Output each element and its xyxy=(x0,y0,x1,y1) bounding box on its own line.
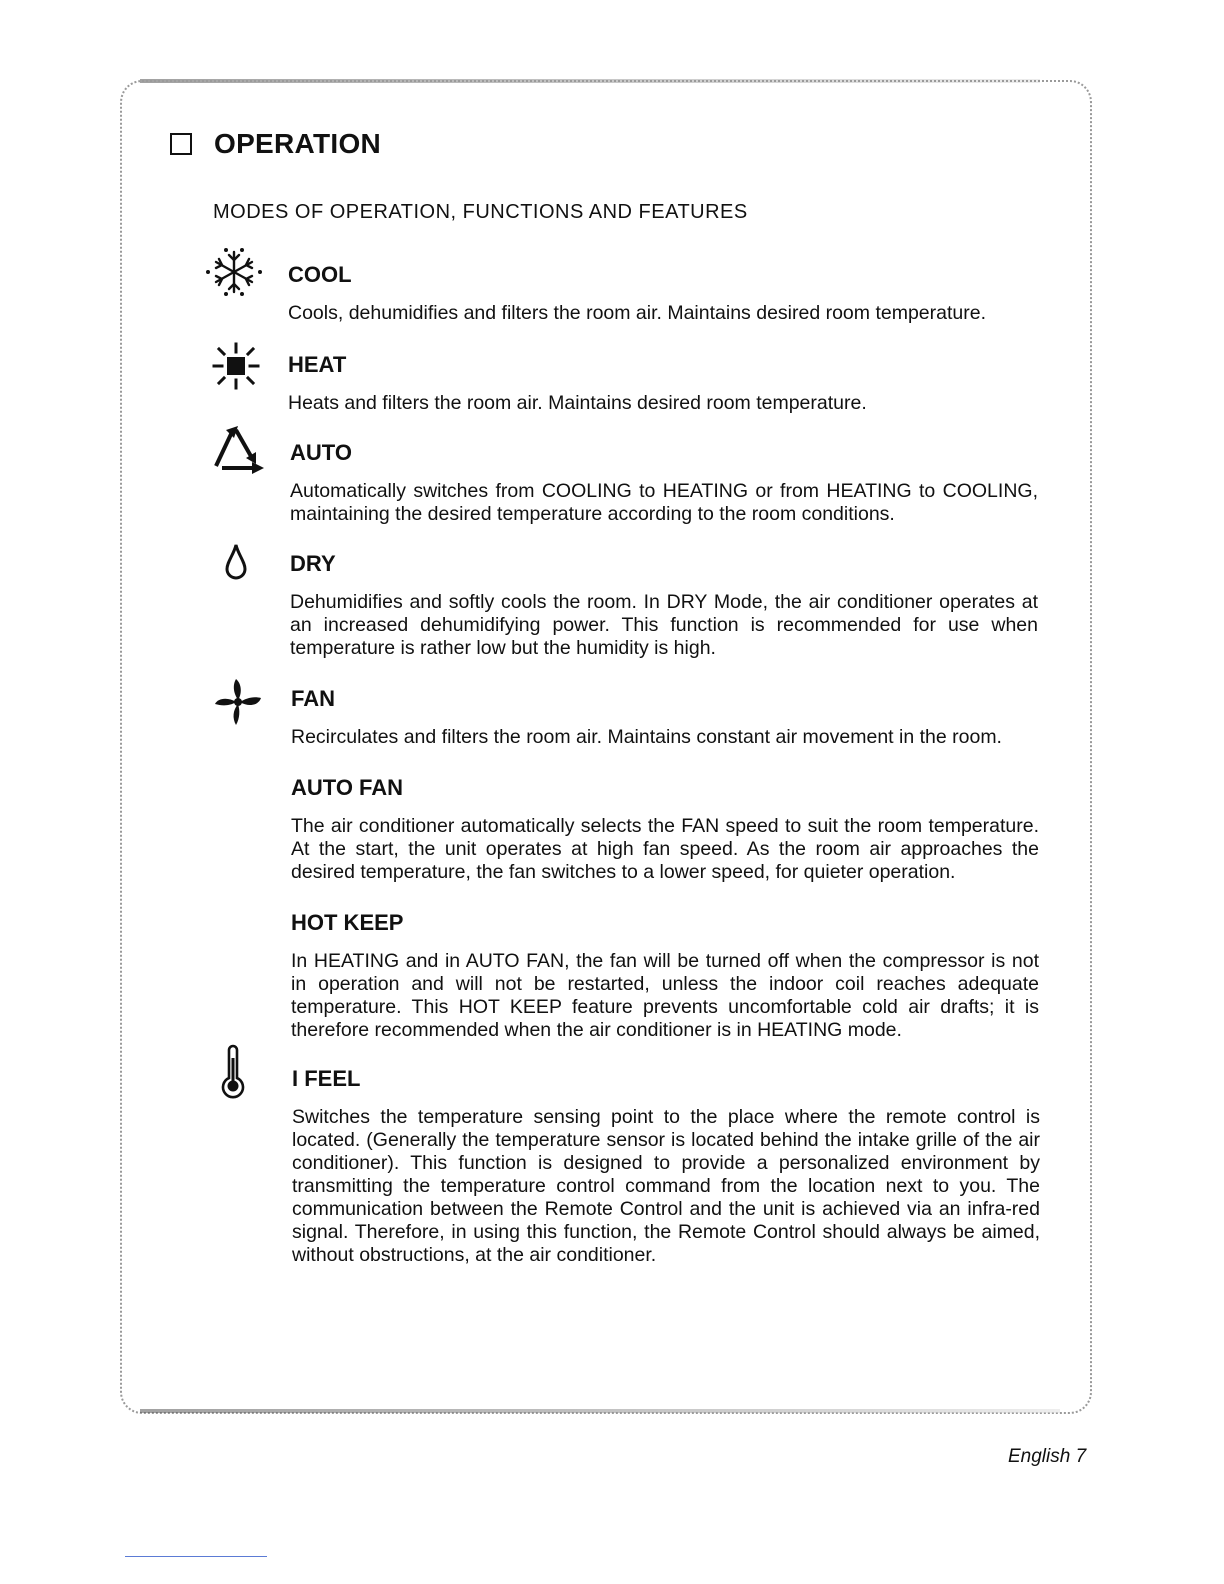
section-header xyxy=(170,128,381,160)
mode-title: AUTO xyxy=(290,440,352,465)
mode-i-feel xyxy=(292,1066,1040,1267)
section-title: OPERATION xyxy=(214,128,382,159)
checkbox-icon xyxy=(170,133,192,155)
mode-title: FAN xyxy=(291,686,335,711)
mode-description: Cools, dehumidifies and filters the room air. Maintains desired room temperature. xyxy=(288,302,986,324)
snowflake-icon xyxy=(204,246,264,298)
mode-heat xyxy=(288,352,1036,415)
sun-icon xyxy=(212,342,260,390)
mode-auto-fan xyxy=(291,775,1039,884)
thermometer-icon xyxy=(218,1044,248,1100)
footer-rule xyxy=(125,1556,267,1557)
mode-title: HOT KEEP xyxy=(291,910,404,935)
mode-description: Switches the temperature sensing point to the place where the remote control is located. (Generally the temperature sensor is located behind the intake grille of the air conditioner). This function is designed to provide a personalized environment by transmitting the temperature control command from the location next to you. The communication between the Remote Control and the unit is achieved via an infra-red signal. Therefore, in using this function, the Remote Control should always be aimed, without obstructions, at the air conditioner. xyxy=(292,1106,1040,1266)
mode-title: HEAT xyxy=(288,352,347,377)
mode-dry xyxy=(290,551,1038,660)
droplet-icon xyxy=(224,542,248,582)
mode-description: Recirculates and filters the room air. Maintains constant air movement in the room. xyxy=(291,726,1002,748)
mode-auto xyxy=(290,440,1038,526)
frame-bottom-border xyxy=(140,1409,1060,1413)
mode-title: COOL xyxy=(288,262,352,287)
mode-description: Dehumidifies and softly cools the room. In DRY Mode, the air conditioner operates at an increased dehumidifying power. This function is recommended for use when temperature is rather low but the humidity is high. xyxy=(290,591,1038,659)
page-subtitle: MODES OF OPERATION, FUNCTIONS AND FEATURES xyxy=(213,201,748,223)
mode-title: DRY xyxy=(290,551,336,576)
auto-cycle-icon xyxy=(210,424,266,474)
mode-description: The air conditioner automatically selects the FAN speed to suit the room temperature. At the start, the unit operates at high fan speed. As the room air approaches the desired temperature, the fan switches to a lower speed, for quieter operation. xyxy=(291,815,1039,883)
mode-description: Heats and filters the room air. Maintains desired room temperature. xyxy=(288,392,867,414)
mode-description: Automatically switches from COOLING to HEATING or from HEATING to COOLING, maintaining the desired temperature according to the room conditions. xyxy=(290,480,1038,525)
mode-description: In HEATING and in AUTO FAN, the fan will be turned off when the compressor is not in operation and will not be restarted, unless the indoor coil reaches adequate temperature. This HOT KEEP feature prevents uncomfortable cold air drafts; it is therefore recommended when the air conditioner is in HEATING mode. xyxy=(291,950,1039,1041)
mode-fan xyxy=(291,686,1039,749)
mode-title: AUTO FAN xyxy=(291,775,404,800)
mode-title: I FEEL xyxy=(292,1066,361,1091)
mode-hot-keep xyxy=(291,910,1039,1042)
page-number: English 7 xyxy=(1008,1446,1087,1467)
fan-icon xyxy=(212,676,264,728)
mode-cool xyxy=(288,262,1036,325)
